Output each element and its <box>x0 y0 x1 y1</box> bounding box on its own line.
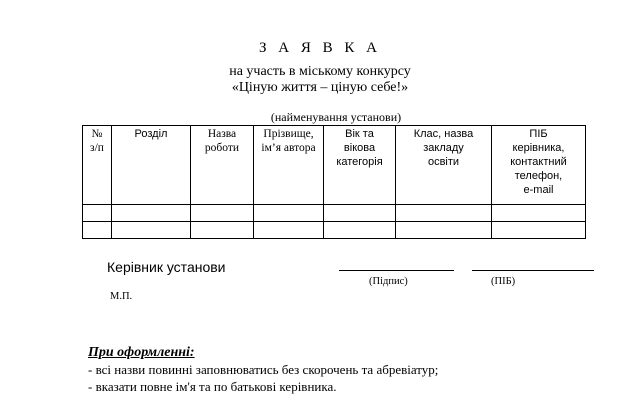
header-cell-author-name: Прізвище, ім’я автора <box>254 126 324 205</box>
document-subtitle-line2: «Ціную життя – ціную себе!» <box>231 80 409 95</box>
table-cell[interactable] <box>191 205 254 222</box>
table-cell[interactable] <box>324 222 396 239</box>
table-cell[interactable] <box>112 222 191 239</box>
header-cell-section: Розділ <box>112 126 191 205</box>
header-cell-work-title: Назва роботи <box>191 126 254 205</box>
document-title: З А Я В К А <box>259 40 381 56</box>
table-cell[interactable] <box>396 205 492 222</box>
table-row <box>83 205 586 222</box>
full-name-line[interactable] <box>472 270 594 271</box>
table-cell[interactable] <box>492 222 586 239</box>
signature-line[interactable] <box>339 270 454 271</box>
note-item: - вказати повне ім'я та по батькові керівника. <box>88 379 337 394</box>
table-cell[interactable] <box>492 205 586 222</box>
document-subtitle-line1: на участь в міському конкурсу <box>229 64 411 79</box>
table-cell[interactable] <box>254 222 324 239</box>
table-cell[interactable] <box>396 222 492 239</box>
signature-caption: (Підпис) <box>369 276 408 287</box>
institution-name-label: (найменування установи) <box>270 110 402 124</box>
full-name-caption: (ПІБ) <box>491 276 516 287</box>
table-cell[interactable] <box>83 222 112 239</box>
table-row <box>83 222 586 239</box>
table-cell[interactable] <box>324 205 396 222</box>
header-cell-age-category: Вік та вікова категорія <box>324 126 396 205</box>
header-cell-number: № з/п <box>83 126 112 205</box>
notes-heading: При оформленні: <box>88 345 195 360</box>
table-header-row <box>83 126 586 205</box>
note-item: - всі назви повинні заповнюватись без скорочень та абревіатур; <box>88 362 439 377</box>
stamp-place-label: М.П. <box>110 291 133 302</box>
table-cell[interactable] <box>254 205 324 222</box>
table-cell[interactable] <box>191 222 254 239</box>
header-cell-supervisor-contact: ПІБ керівника, контактний телефон, e-mail <box>492 126 586 205</box>
table-cell[interactable] <box>112 205 191 222</box>
table-cell[interactable] <box>83 205 112 222</box>
head-of-institution-label: Керівник установи <box>107 259 226 275</box>
application-table <box>82 125 586 239</box>
header-cell-class-school: Клас, назва закладу освіти <box>396 126 492 205</box>
